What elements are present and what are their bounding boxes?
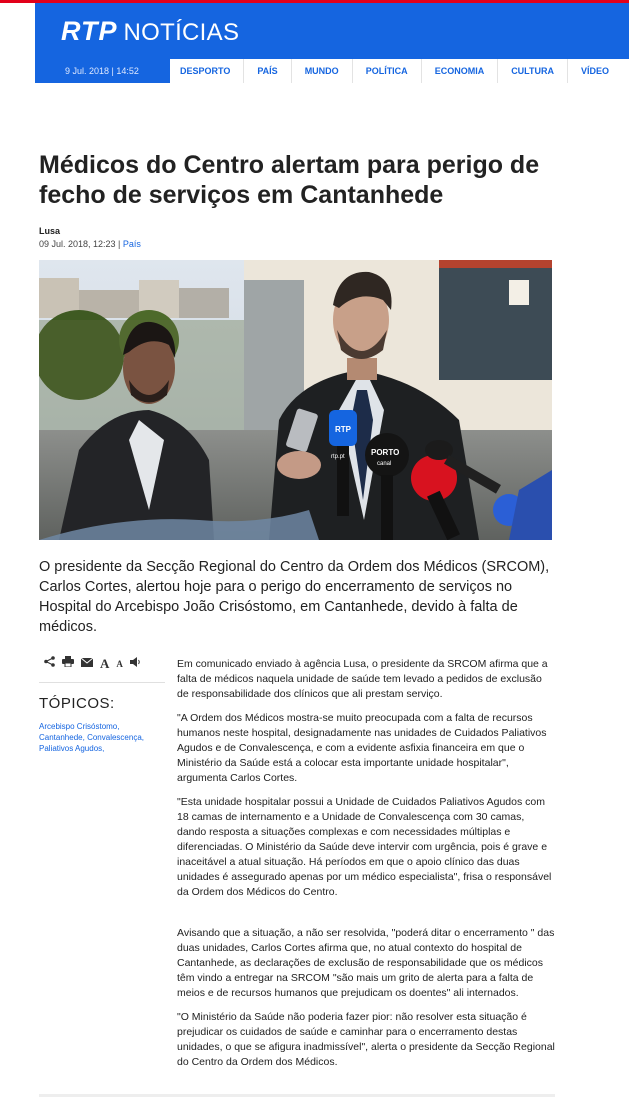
article-paragraph: "Esta unidade hospitalar possui a Unidade de Cuidados Paliativos Agudos com 18 camas de internamento e a Unidade de Convalescença com 30 camas, dando resposta a situações complexas e com necessidades múltiplas e diferenciadas. O Ministério da Saúde deve intervir com urgência, pois é grave e inaceitável a atual situação. Há períodos em que o apoio clínico das duas unidades é assegurado apenas por um médico especialista", frisa o responsável da Ordem dos Médicos do Centro.: [177, 796, 552, 898]
topics-heading: TÓPICOS:: [39, 695, 115, 712]
article-meta: [39, 239, 141, 249]
topic-link[interactable]: Cantanhede,: [39, 733, 85, 742]
site-header: [35, 3, 629, 83]
mic-porto-label: PORTO: [371, 448, 400, 457]
article-paragraph: Em comunicado enviado à agência Lusa, o presidente da SRCOM afirma que a falta de médicos naquela unidade de saúde tem levado a pedidos de exclusão de responsabilidade dos clínicos que ali prestam serviço.: [177, 658, 548, 700]
logo-section: NOTÍCIAS: [123, 19, 240, 46]
press-conference-photo: [39, 260, 552, 540]
nav-mundo[interactable]: MUNDO: [291, 59, 352, 83]
nav-video[interactable]: VÍDEO: [567, 59, 622, 83]
article-body: [177, 657, 555, 1079]
nav-economia[interactable]: ECONOMIA: [421, 59, 498, 83]
article-paragraph: "O Ministério da Saúde não poderia fazer pior: não resolver esta situação é prejudicar os cuidados de saúde e caminhar para o encerramento destas unidades, o que se afigura inadmissível", alerta o presidente da Secção Regional do Centro da Ordem dos Médicos.: [177, 1011, 555, 1068]
font-decrease-icon[interactable]: A: [116, 658, 123, 669]
topics-list: [39, 721, 169, 754]
article-photo: [39, 260, 552, 540]
article-title: Médicos do Centro alertam para perigo de fecho de serviços em Cantanhede: [39, 151, 540, 209]
nav-pais[interactable]: PAÍS: [243, 59, 290, 83]
topic-link[interactable]: Arcebispo Crisóstomo,: [39, 722, 120, 731]
tools-divider: [39, 682, 165, 683]
article-tools: [44, 656, 148, 671]
article-paragraph: Avisando que a situação, a não ser resolvida, "poderá ditar o encerramento " das duas unidades, Carlos Cortes afirma que, no atual contexto do hospital de Cantanhede, as declarações de exclusão de responsabilidade que os médicos têm vindo a entregar na SRCOM "são mais um grito de alerta para a falta de meios e de recursos humanos que prejudicam os doentes" ali internados.: [177, 927, 555, 999]
mic-rtppt-label: rtp.pt: [331, 454, 345, 460]
font-increase-icon[interactable]: A: [100, 655, 110, 671]
main-nav: [170, 59, 629, 83]
article-paragraph: "A Ordem dos Médicos mostra-se muito preocupada com a falta de recursos humanos neste hospital, designadamente nas unidades de Cuidados Paliativos Agudos e de Convalescença, e com a evidente asfixia financeira em que o Ministério da Saúde está a colocar esta importante unidade hospitalar", argumenta Carlos Cortes.: [177, 712, 547, 784]
email-icon[interactable]: [81, 657, 93, 671]
bottom-divider: [39, 1094, 555, 1097]
mic-canal-label: canal: [377, 461, 392, 467]
audio-icon[interactable]: [130, 657, 141, 671]
print-icon[interactable]: [62, 656, 74, 671]
nav-desporto[interactable]: DESPORTO: [180, 66, 231, 76]
nav-politica[interactable]: POLÍTICA: [352, 59, 421, 83]
mic-rtp-label: RTP: [335, 425, 351, 434]
share-icon[interactable]: [44, 656, 55, 671]
article-datetime: 09 Jul. 2018, 12:23 |: [39, 239, 121, 249]
article-author: Lusa: [39, 226, 61, 236]
topic-link[interactable]: Paliativos Agudos,: [39, 744, 105, 753]
nav-cultura[interactable]: CULTURA: [497, 59, 567, 83]
header-date: 9 Jul. 2018 | 14:52: [65, 66, 139, 76]
logo-brand: RTP: [61, 16, 118, 46]
rtp-noticias-logo[interactable]: [61, 16, 239, 48]
article-lead: O presidente da Secção Regional do Centro da Ordem dos Médicos (SRCOM), Carlos Cortes, alertou hoje para o perigo do encerramento de serviços no Hospital do Arcebispo João Crisóstomo, em Cantanhede, devido à falta de médicos.: [39, 559, 550, 635]
topic-link[interactable]: Convalescença,: [87, 733, 144, 742]
article-section-link[interactable]: País: [122, 239, 141, 249]
